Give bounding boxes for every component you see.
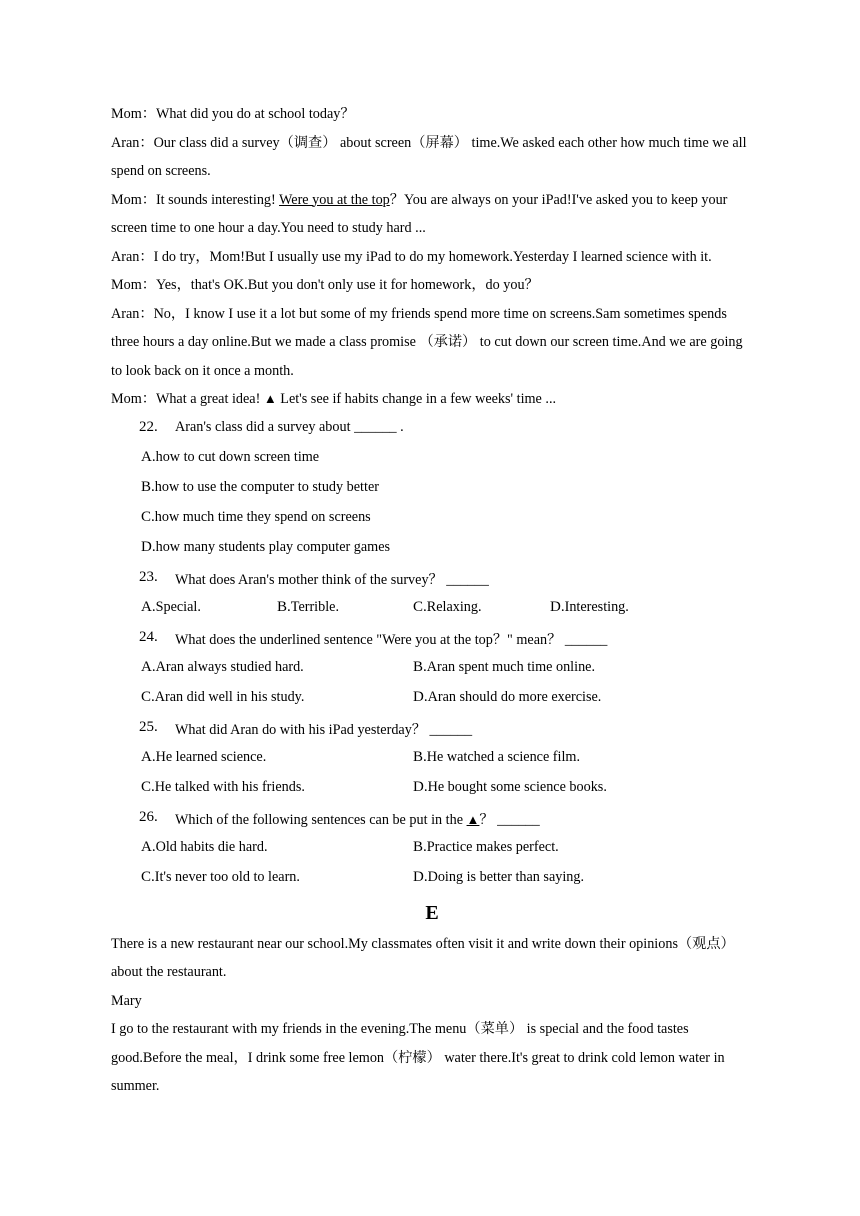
option-a[interactable]: A.Old habits die hard. [141, 838, 268, 855]
reviewer-name: Mary [111, 992, 142, 1009]
section-intro: There is a new restaurant near our school.My classmates often visit it and write down their opinions（观点） about the restaurant. [111, 935, 735, 980]
question-26 [111, 804, 753, 834]
triangle-marker-icon: ▲ [263, 391, 277, 406]
option-row [111, 504, 753, 534]
dialogue-text: Our class did a survey（调查） about screen（屏幕） time.We asked each other how much time we all spend on screens. [111, 134, 747, 179]
question-22 [111, 414, 753, 444]
question-text: What does the underlined sentence "Were you at the top？" mean？ ______ [175, 631, 608, 648]
speaker-label: Mom： [111, 106, 156, 122]
option-b[interactable]: B.He watched a science film. [413, 748, 580, 765]
speaker-label: Aran： [111, 134, 154, 151]
option-row [111, 534, 753, 564]
question-text: What does Aran's mother think of the survey？ ______ [175, 571, 489, 588]
question-number: 25. [139, 718, 158, 735]
option-row [111, 474, 753, 504]
option-c[interactable]: C.It's never too old to learn. [141, 868, 300, 885]
question-25 [111, 714, 753, 744]
option-a[interactable]: A.how to cut down screen time [141, 448, 320, 465]
option-row [111, 654, 753, 684]
option-a[interactable]: A.He learned science. [141, 748, 267, 765]
dialogue-text: What a great idea! [155, 391, 264, 407]
document-page [111, 100, 753, 1101]
dialogue-text: Yes，that's OK.But you don't only use it for homework，do you？ [155, 277, 539, 293]
dialogue-line [111, 300, 753, 386]
question-23 [111, 564, 753, 594]
option-c[interactable]: C.He talked with his friends. [141, 778, 305, 795]
dialogue-line [111, 129, 753, 186]
review-paragraph: I go to the restaurant with my friends in the evening.The menu（菜单） is special and the food tastes good.Before the meal，I drink some free lemon（柠檬） water there.It's great to drink cold lemon water in summer. [111, 1021, 725, 1094]
dialogue-text: I do try，Mom!But I usually use my iPad to do my homework.Yesterday I learned science with it. [153, 248, 712, 265]
dialogue-text: No，I know I use it a lot but some of my friends spend more time on screens.Sam sometimes spends three hours a day online.But we made a class promise （承诺） to cut down our screen time.And we are going to look back on it once a month. [111, 305, 743, 379]
option-b[interactable]: B.Aran spent much time online. [413, 658, 596, 675]
option-row [111, 594, 753, 624]
speaker-label: Mom： [111, 191, 156, 208]
question-text: Which of the following sentences can be put in the ▲？ ______ [175, 811, 540, 828]
dialogue-line [111, 186, 753, 243]
option-d[interactable]: D.Doing is better than saying. [413, 868, 585, 885]
option-a[interactable]: A.Special. [141, 598, 201, 615]
option-b[interactable]: B.Practice makes perfect. [413, 838, 559, 855]
speaker-label: Mom： [111, 277, 156, 293]
speaker-label: Aran： [111, 248, 154, 265]
dialogue-line [111, 100, 753, 129]
dialogue-text: ？You are always on your iPad!I've asked you to keep your screen time to one hour a day.You need to study hard ... [111, 191, 728, 236]
underlined-sentence: Were you at the top [279, 191, 390, 208]
option-c[interactable]: C.how much time they spend on screens [141, 508, 371, 525]
question-number: 24. [139, 628, 158, 645]
triangle-marker-icon: ▲ [466, 811, 480, 827]
question-number: 26. [139, 808, 158, 825]
option-row [111, 684, 753, 714]
dialogue-line [111, 271, 753, 300]
option-row [111, 864, 753, 894]
question-24 [111, 624, 753, 654]
option-d[interactable]: D.He bought some science books. [413, 778, 607, 795]
section-heading: E [425, 901, 439, 924]
dialogue-text: What did you do at school today？ [155, 106, 355, 122]
option-row [111, 444, 753, 474]
option-b[interactable]: B.how to use the computer to study better [141, 478, 379, 495]
option-row [111, 834, 753, 864]
question-text: Aran's class did a survey about ______ . [175, 418, 404, 435]
option-d[interactable]: D.Interesting. [550, 598, 629, 615]
dialogue-text: It sounds interesting! [155, 191, 280, 208]
option-row [111, 744, 753, 774]
option-b[interactable]: B.Terrible. [277, 598, 340, 615]
speaker-label: Aran： [111, 305, 154, 322]
speaker-label: Mom： [111, 391, 156, 407]
dialogue-line [111, 385, 753, 414]
option-c[interactable]: C.Aran did well in his study. [141, 688, 305, 705]
option-c[interactable]: C.Relaxing. [413, 598, 482, 615]
question-number: 23. [139, 568, 158, 585]
question-text: What did Aran do with his iPad yesterday？ ______ [175, 721, 473, 738]
question-number: 22. [139, 418, 158, 435]
option-d[interactable]: D.Aran should do more exercise. [413, 688, 602, 705]
option-a[interactable]: A.Aran always studied hard. [141, 658, 304, 675]
dialogue-text: Let's see if habits change in a few weeks' time ... [276, 391, 557, 407]
option-row [111, 774, 753, 804]
dialogue-line [111, 243, 753, 272]
option-d[interactable]: D.how many students play computer games [141, 538, 391, 555]
